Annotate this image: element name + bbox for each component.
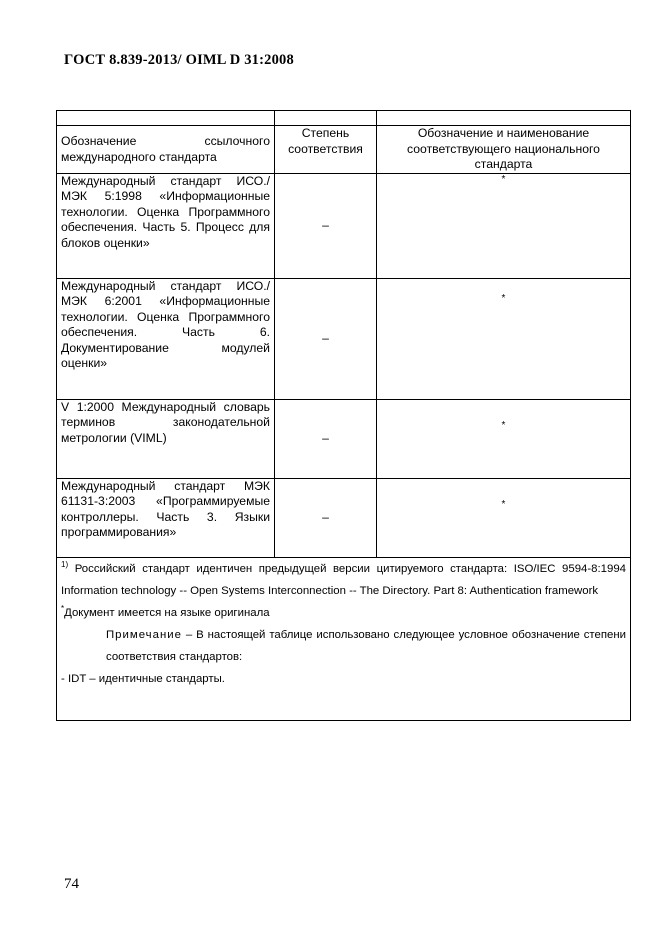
column-header-national: Обозначение и наименование соответствующего национального стандарта	[377, 126, 631, 174]
cell-ref: Международный стандарт ИСО./МЭК 5:1998 «Информационные технологии. Оценка Программного обеспечения. Часть 5. Процесс для блоков оценки»	[57, 173, 275, 278]
table-top-strip	[57, 111, 631, 126]
table-row	[57, 278, 631, 399]
notes-cell	[57, 557, 631, 720]
column-header-ref: Обозначение ссылочного международного стандарта	[57, 126, 275, 174]
footnote-mark: 1)	[61, 559, 69, 569]
note-label: Примечание	[106, 628, 182, 641]
cell-ref: V 1:2000 Международный словарь терминов законодательной метрологии (VIML)	[57, 399, 275, 478]
cell-ref: Международный стандарт ИСО./МЭК 6:2001 «Информационные технологии. Оценка Программного обеспечения. Часть 6. Документирование модулей оценки»	[57, 278, 275, 399]
cell-national: *	[377, 278, 631, 399]
page-number: 74	[64, 876, 79, 892]
cell-national: *	[377, 399, 631, 478]
cell-ref: Международный стандарт МЭК 61131-3:2003 «Программируемые контроллеры. Часть 3. Языки программирования»	[57, 478, 275, 557]
cell-degree: –	[275, 399, 377, 478]
table-header-row	[57, 126, 631, 174]
cell-degree: –	[275, 173, 377, 278]
table-notes-row	[57, 557, 631, 720]
table-row	[57, 399, 631, 478]
footnote-2-text: Документ имеется на языке оригинала	[64, 606, 270, 619]
cell-national: *	[377, 478, 631, 557]
footnote-2	[61, 602, 626, 624]
table-row	[57, 478, 631, 557]
footnote-1-text: Российский стандарт идентичен предыдущей версии цитируемого стандарта: ISO/IEC 9594-8:1994 Information technology -- Open Systems Interconnection -- The Directory. Part 8: Authentication framework	[61, 562, 627, 597]
table-row	[57, 173, 631, 278]
cell-degree: –	[275, 478, 377, 557]
footnote-1	[61, 558, 626, 602]
footnote-2-mark: *	[61, 603, 65, 613]
note-text: – В настоящей таблице использовано следующее условное обозначение степени соответствия стандартов:	[106, 628, 626, 663]
idt-definition: - IDT – идентичные стандарты.	[61, 672, 225, 685]
document-header: ГОСТ 8.839-2013/ OIML D 31:2008	[64, 52, 294, 68]
note-paragraph	[61, 624, 626, 668]
cell-national: *	[377, 173, 631, 278]
cell-degree: –	[275, 278, 377, 399]
column-header-degree: Степень соответствия	[275, 126, 377, 174]
standards-table	[56, 110, 631, 721]
